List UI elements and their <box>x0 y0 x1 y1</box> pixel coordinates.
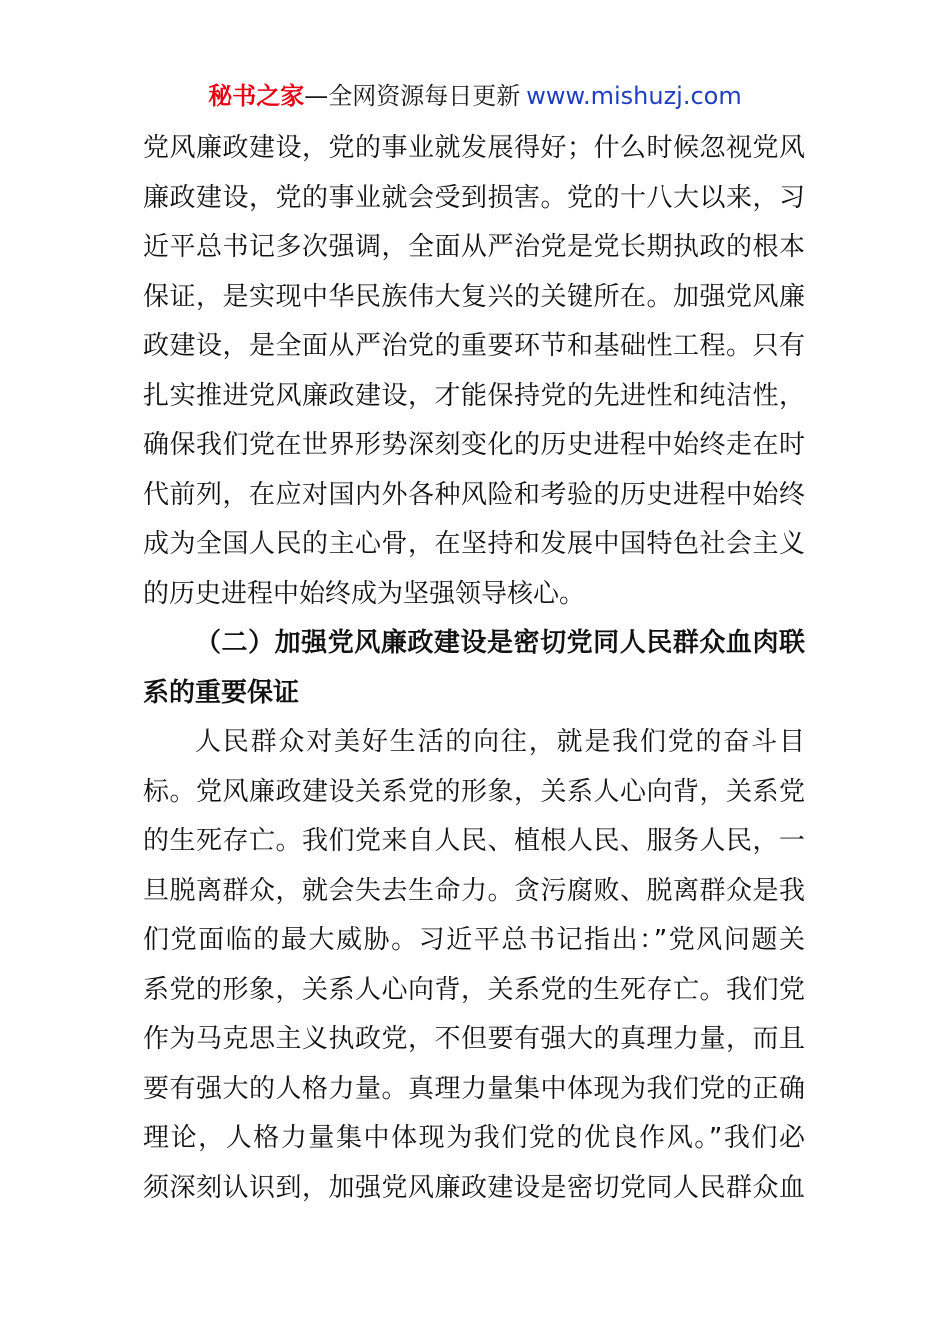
text-line: 政建设，是全面从严治党的重要环节和基础性工程。只有 <box>143 331 805 361</box>
text-line: 作为马克思主义执政党，不但要有强大的真理力量，而且 <box>143 1024 805 1054</box>
site-url-link[interactable]: www.mishuzj.com <box>526 82 742 110</box>
paragraph-1 <box>143 124 805 619</box>
header-tagline: —全网资源每日更新 <box>304 82 521 110</box>
text-line: 成为全国人民的主心骨，在坚持和发展中国特色社会主义 <box>143 529 805 559</box>
text-line: 保证，是实现中华民族伟大复兴的关键所在。加强党风廉 <box>143 281 805 312</box>
paragraph-2 <box>143 718 805 1213</box>
text-line: 理论，人格力量集中体现为我们党的优良作风。”我们必 <box>143 1123 805 1153</box>
heading-line: 系的重要保证 <box>143 677 300 708</box>
brand-name: 秘书之家 <box>208 82 305 110</box>
heading-line: （二）加强党风廉政建设是密切党同人民群众血肉联 <box>195 628 805 658</box>
text-line: 系党的形象，关系人心向背，关系党的生死存亡。我们党 <box>143 974 805 1005</box>
text-line: 须深刻认识到，加强党风廉政建设是密切党同人民群众血 <box>143 1172 805 1203</box>
section-heading <box>143 619 805 718</box>
text-line: 标。党风廉政建设关系党的形象，关系人心向背，关系党 <box>143 776 805 807</box>
text-line: 的历史进程中始终成为坚强领导核心。 <box>143 578 586 609</box>
document-body <box>143 124 805 1213</box>
text-line: 人民群众对美好生活的向往，就是我们党的奋斗目 <box>195 727 805 757</box>
text-line: 要有强大的人格力量。真理力量集中体现为我们党的正确 <box>143 1073 805 1104</box>
text-line: 旦脱离群众，就会失去生命力。贪污腐败、脱离群众是我 <box>143 875 805 906</box>
text-line: 确保我们党在世界形势深刻变化的历史进程中始终走在时 <box>143 430 805 460</box>
text-line: 近平总书记多次强调，全面从严治党是党长期执政的根本 <box>143 232 805 262</box>
text-line: 的生死存亡。我们党来自人民、植根人民、服务人民，一 <box>143 826 805 856</box>
text-line: 党风廉政建设，党的事业就发展得好；什么时候忽视党风 <box>143 133 805 163</box>
text-line: 代前列，在应对国内外各种风险和考验的历史进程中始终 <box>143 479 805 510</box>
page-header <box>0 80 950 112</box>
text-line: 们党面临的最大威胁。习近平总书记指出：”党风问题关 <box>143 925 805 955</box>
text-line: 廉政建设，党的事业就会受到损害。党的十八大以来，习 <box>143 182 805 213</box>
text-line: 扎实推进党风廉政建设，才能保持党的先进性和纯洁性， <box>143 380 805 411</box>
